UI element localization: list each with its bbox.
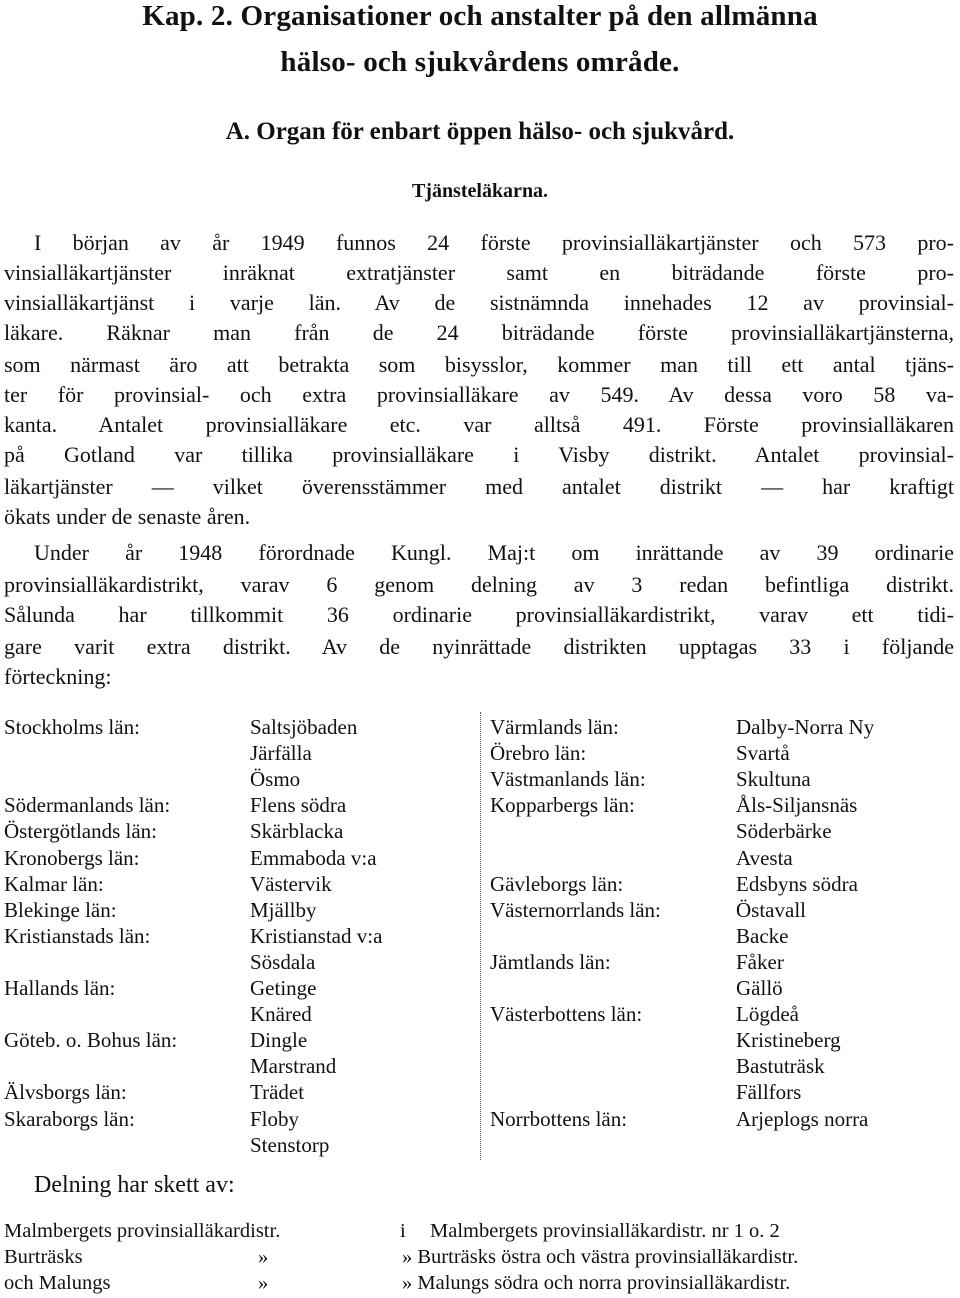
county-label: Göteb. o. Bohus län: xyxy=(4,1028,178,1053)
district-name: Järfälla xyxy=(250,741,312,766)
district-name: Arjeplogs norra xyxy=(736,1106,869,1131)
delning-from: Malmbergets provinsialläkardistr. xyxy=(4,1220,281,1242)
district-name: Backe xyxy=(736,923,789,948)
body-line: läkare. Räknar man från de 24 biträdande förste provinsialläkartjänsterna, xyxy=(4,320,954,345)
body-line: förteckning: xyxy=(4,664,112,689)
district-name: Gällö xyxy=(736,976,783,1000)
district-name: Emmaboda v:a xyxy=(250,845,377,870)
district-name: Marstrand xyxy=(250,1054,337,1079)
district-name: Stenstorp xyxy=(250,1132,330,1157)
body-line: vinsialläkartjänster inräknat extratjänster samt en biträdande förste pro- xyxy=(4,260,954,285)
delning-from: Burträsks xyxy=(4,1246,83,1268)
body-line: gare varit extra distrikt. Av de nyinrättade distrikten upptagas 33 i följande xyxy=(4,634,954,659)
district-name: Getinge xyxy=(250,976,317,1000)
county-label: Kopparbergs län: xyxy=(490,793,635,818)
district-name: Ösmo xyxy=(250,767,301,792)
county-label: Kronobergs län: xyxy=(4,845,140,870)
district-name: Mjällby xyxy=(250,897,317,922)
district-name: Fåker xyxy=(736,949,784,974)
county-label: Västerbottens län: xyxy=(490,1002,643,1027)
district-name: Dingle xyxy=(250,1028,308,1053)
district-name: Sösdala xyxy=(250,949,316,974)
county-label: Jämtlands län: xyxy=(490,949,611,974)
district-name: Svartå xyxy=(736,741,790,766)
district-name: Trädet xyxy=(250,1080,305,1105)
delning-mark: i xyxy=(400,1220,406,1242)
district-name: Skultuna xyxy=(736,767,811,792)
delning-mark: » xyxy=(258,1272,269,1294)
county-label: Östergötlands län: xyxy=(4,819,158,844)
district-name: Knäred xyxy=(250,1002,312,1027)
district-name: Bastuträsk xyxy=(736,1054,825,1079)
county-label: Hallands län: xyxy=(4,976,116,1000)
body-line: kanta. Antalet provinsialläkare etc. var alltså 491. Förste provinsialläkaren xyxy=(4,412,954,437)
county-label: Gävleborgs län: xyxy=(490,871,624,896)
district-name: Saltsjöbaden xyxy=(250,715,358,739)
chapter-title-line-1: Kap. 2. Organisationer och anstalter på den allmänna xyxy=(142,0,818,32)
county-label: Skaraborgs län: xyxy=(4,1106,135,1131)
county-label: Norrbottens län: xyxy=(490,1106,628,1131)
body-line: som närmast äro att betrakta som bisysslor, kommer man till ett antal tjäns- xyxy=(4,352,954,377)
county-label: Stockholms län: xyxy=(4,715,140,739)
district-name: Avesta xyxy=(736,845,793,870)
body-line: Under år 1948 förordnade Kungl. Maj:t om inrättande av 39 ordinarie xyxy=(34,540,954,565)
county-label: Kristianstads län: xyxy=(4,923,151,948)
district-name: Fällfors xyxy=(736,1080,802,1105)
column-divider xyxy=(480,712,481,1160)
district-name: Dalby-Norra Ny xyxy=(736,715,875,739)
district-name: Söderbärke xyxy=(736,819,832,844)
delning-to: Malmbergets provinsialläkardistr. nr 1 o. 2 xyxy=(430,1220,780,1242)
county-label: Örebro län: xyxy=(490,741,587,766)
district-name: Åls-Siljansnäs xyxy=(736,793,858,818)
delning-from: och Malungs xyxy=(4,1272,111,1294)
county-label: Västmanlands län: xyxy=(490,767,646,792)
chapter-title-line-2: hälso- och sjukvårdens område. xyxy=(280,46,680,78)
district-name: Flens södra xyxy=(250,793,347,818)
district-name: Floby xyxy=(250,1106,300,1131)
body-line: läkartjänster — vilket överensstämmer med antalet distrikt — har kraftigt xyxy=(4,474,954,499)
body-line: ter för provinsial- och extra provinsialläkare av 549. Av dessa voro 58 va- xyxy=(4,382,954,407)
county-label: Kalmar län: xyxy=(4,871,104,896)
county-label: Södermanlands län: xyxy=(4,793,171,818)
district-name: Lögdeå xyxy=(736,1002,799,1027)
district-name: Kristineberg xyxy=(736,1028,841,1053)
county-label: Älvsborgs län: xyxy=(4,1080,127,1105)
delning-to: » Burträsks östra och västra provinsialläkardistr. xyxy=(402,1246,799,1268)
subsection-title: Tjänsteläkarna. xyxy=(411,180,549,202)
body-line: ökats under de senaste åren. xyxy=(4,504,251,529)
delning-to: » Malungs södra och norra provinsialläkardistr. xyxy=(402,1272,791,1294)
district-name: Kristianstad v:a xyxy=(250,923,383,948)
district-name: Västervik xyxy=(250,871,332,896)
body-line: I början av år 1949 funnos 24 förste provinsialläkartjänster och 573 pro- xyxy=(34,230,954,255)
chapter-title xyxy=(0,0,960,84)
delning-mark: » xyxy=(258,1246,269,1268)
district-name: Edsbyns södra xyxy=(736,871,858,896)
county-label: Blekinge län: xyxy=(4,897,117,922)
county-label: Värmlands län: xyxy=(490,715,619,739)
district-name: Östavall xyxy=(736,897,806,922)
section-title: A. Organ för enbart öppen hälso- och sjukvård. xyxy=(225,118,735,145)
body-line: provinsialläkardistrikt, varav 6 genom delning av 3 redan befintliga distrikt. xyxy=(4,572,954,597)
district-name: Skärblacka xyxy=(250,819,344,844)
delning-title: Delning har skett av: xyxy=(34,1172,235,1198)
body-line: vinsialläkartjänst i varje län. Av de sistnämnda innehades 12 av provinsial- xyxy=(4,290,954,315)
body-line: Sålunda har tillkommit 36 ordinarie provinsialläkardistrikt, varav ett tidi- xyxy=(4,602,954,627)
county-label: Västernorrlands län: xyxy=(490,897,661,922)
body-line: på Gotland var tillika provinsialläkare i Visby distrikt. Antalet provinsial- xyxy=(4,442,954,467)
